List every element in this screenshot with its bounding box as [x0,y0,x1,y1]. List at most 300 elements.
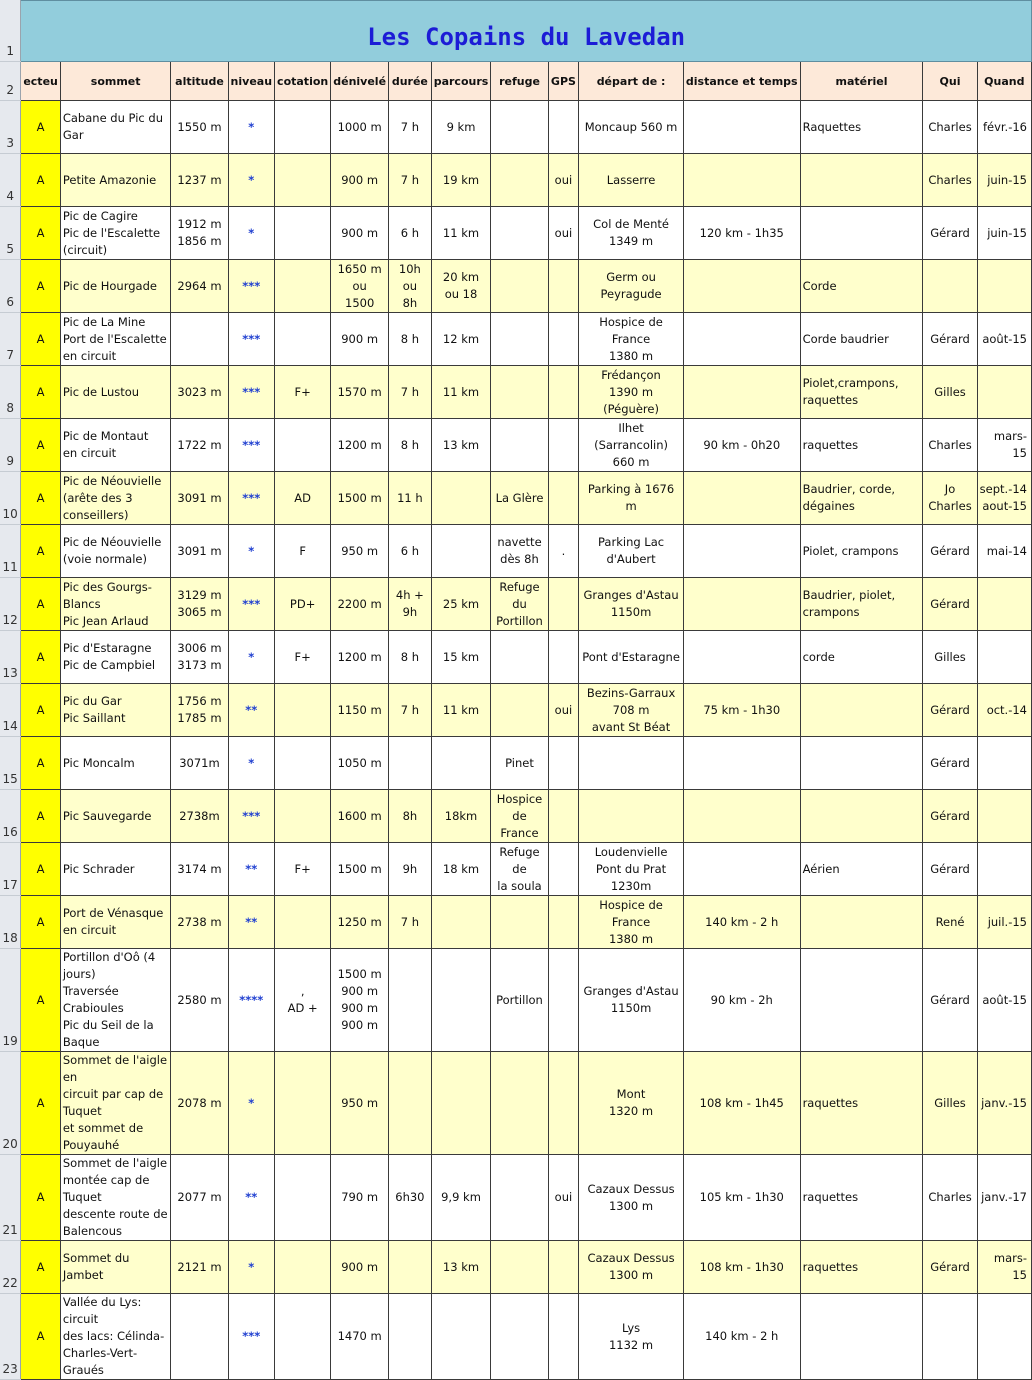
row-number[interactable]: 3 [0,101,21,154]
cell-depart[interactable]: Granges d'Astau 1150m [579,949,684,1052]
row-number[interactable]: 16 [0,790,21,843]
cell-distance[interactable]: 108 km - 1h30 [683,1241,800,1294]
cell-duree[interactable]: 4h + 9h [389,578,432,631]
header-cotation[interactable]: cotation [275,62,331,101]
cell-niveau[interactable]: * [228,525,275,578]
cell-sommet[interactable]: Sommet de l'aigle en circuit par cap de Tuquet et sommet de Pouyauhé [60,1052,171,1155]
row-number[interactable]: 1 [0,1,21,62]
row-number[interactable]: 20 [0,1052,21,1155]
row-number[interactable]: 18 [0,896,21,949]
cell-quand[interactable] [977,790,1031,843]
cell-altitude[interactable]: 3091 m [171,472,228,525]
cell-parcours[interactable] [431,1052,491,1155]
cell-secteur[interactable]: A [21,1052,61,1155]
cell-depart[interactable]: Hospice de France 1380 m [579,896,684,949]
cell-altitude[interactable]: 2964 m [171,260,228,313]
cell-denivele[interactable]: 1470 m [331,1294,389,1380]
cell-refuge[interactable] [491,1241,548,1294]
cell-materiel[interactable] [800,896,923,949]
cell-gps[interactable]: oui [548,684,579,737]
cell-gps[interactable] [548,949,579,1052]
cell-depart[interactable]: Frédançon 1390 m (Péguère) [579,366,684,419]
cell-niveau[interactable]: *** [228,260,275,313]
cell-cotation[interactable] [275,154,331,207]
cell-sommet[interactable]: Pic de Cagire Pic de l'Escalette (circuit) [60,207,171,260]
cell-duree[interactable]: 7 h [389,154,432,207]
cell-quand[interactable]: mai-14 [977,525,1031,578]
cell-altitude[interactable]: 2121 m [171,1241,228,1294]
cell-distance[interactable]: 90 km - 0h20 [683,419,800,472]
cell-gps[interactable] [548,366,579,419]
cell-quand[interactable]: oct.-14 [977,684,1031,737]
cell-depart[interactable]: Loudenvielle Pont du Prat 1230m [579,843,684,896]
cell-distance[interactable]: 75 km - 1h30 [683,684,800,737]
cell-materiel[interactable]: raquettes [800,419,923,472]
cell-parcours[interactable]: 18km [431,790,491,843]
header-refuge[interactable]: refuge [491,62,548,101]
cell-niveau[interactable]: ** [228,684,275,737]
cell-materiel[interactable]: raquettes [800,1052,923,1155]
cell-altitude[interactable]: 1912 m 1856 m [171,207,228,260]
cell-gps[interactable]: oui [548,1155,579,1241]
cell-qui[interactable]: Gérard [923,1241,977,1294]
cell-materiel[interactable] [800,207,923,260]
cell-quand[interactable]: août-15 [977,313,1031,366]
row-number[interactable]: 19 [0,949,21,1052]
cell-distance[interactable] [683,313,800,366]
cell-cotation[interactable]: AD [275,472,331,525]
cell-quand[interactable]: févr.-16 [977,101,1031,154]
cell-duree[interactable]: 8h [389,790,432,843]
cell-secteur[interactable]: A [21,207,61,260]
cell-sommet[interactable]: Pic Moncalm [60,737,171,790]
cell-parcours[interactable]: 13 km [431,1241,491,1294]
row-number[interactable]: 13 [0,631,21,684]
cell-materiel[interactable]: Corde baudrier [800,313,923,366]
cell-qui[interactable]: Charles [923,101,977,154]
cell-gps[interactable] [548,896,579,949]
cell-denivele[interactable]: 900 m [331,1241,389,1294]
row-number[interactable]: 7 [0,313,21,366]
cell-refuge[interactable] [491,684,548,737]
cell-cotation[interactable] [275,790,331,843]
cell-distance[interactable] [683,737,800,790]
cell-cotation[interactable] [275,313,331,366]
cell-refuge[interactable] [491,154,548,207]
cell-secteur[interactable]: A [21,472,61,525]
cell-quand[interactable]: juin-15 [977,154,1031,207]
cell-quand[interactable]: août-15 [977,949,1031,1052]
cell-sommet[interactable]: Pic de Néouvielle (voie normale) [60,525,171,578]
cell-depart[interactable]: Ilhet (Sarrancolin) 660 m [579,419,684,472]
cell-quand[interactable] [977,737,1031,790]
cell-duree[interactable]: 7 h [389,366,432,419]
cell-depart[interactable]: Mont 1320 m [579,1052,684,1155]
cell-refuge[interactable]: La Glère [491,472,548,525]
cell-parcours[interactable]: 20 km ou 18 [431,260,491,313]
cell-gps[interactable] [548,843,579,896]
header-duree[interactable]: durée [389,62,432,101]
cell-parcours[interactable]: 12 km [431,313,491,366]
cell-duree[interactable]: 6h30 [389,1155,432,1241]
cell-parcours[interactable]: 11 km [431,366,491,419]
header-niveau[interactable]: niveau [228,62,275,101]
cell-duree[interactable]: 8 h [389,631,432,684]
cell-qui[interactable]: Gilles [923,1052,977,1155]
cell-refuge[interactable]: Pinet [491,737,548,790]
cell-distance[interactable]: 105 km - 1h30 [683,1155,800,1241]
cell-depart[interactable]: Col de Menté 1349 m [579,207,684,260]
cell-distance[interactable]: 108 km - 1h45 [683,1052,800,1155]
cell-quand[interactable] [977,366,1031,419]
cell-duree[interactable] [389,1294,432,1380]
cell-parcours[interactable] [431,1294,491,1380]
cell-depart[interactable]: Lys 1132 m [579,1294,684,1380]
cell-parcours[interactable]: 25 km [431,578,491,631]
cell-materiel[interactable] [800,1294,923,1380]
cell-secteur[interactable]: A [21,260,61,313]
cell-gps[interactable] [548,631,579,684]
cell-depart[interactable]: Parking Lac d'Aubert [579,525,684,578]
cell-qui[interactable]: Gilles [923,366,977,419]
cell-altitude[interactable] [171,1294,228,1380]
cell-parcours[interactable]: 11 km [431,207,491,260]
cell-quand[interactable] [977,578,1031,631]
row-number[interactable]: 23 [0,1294,21,1380]
cell-refuge[interactable] [491,1155,548,1241]
row-number[interactable]: 21 [0,1155,21,1241]
cell-quand[interactable]: janv.-17 [977,1155,1031,1241]
cell-distance[interactable]: 120 km - 1h35 [683,207,800,260]
cell-distance[interactable] [683,101,800,154]
cell-niveau[interactable]: * [228,1241,275,1294]
cell-refuge[interactable] [491,896,548,949]
cell-depart[interactable]: Moncaup 560 m [579,101,684,154]
cell-qui[interactable]: Gérard [923,949,977,1052]
cell-qui[interactable] [923,1294,977,1380]
cell-quand[interactable]: mars-15 [977,1241,1031,1294]
cell-refuge[interactable]: Portillon [491,949,548,1052]
header-sommet[interactable]: sommet [60,62,171,101]
cell-gps[interactable] [548,472,579,525]
cell-secteur[interactable]: A [21,366,61,419]
cell-denivele[interactable]: 1570 m [331,366,389,419]
cell-altitude[interactable]: 3091 m [171,525,228,578]
cell-cotation[interactable]: F+ [275,631,331,684]
cell-cotation[interactable]: F+ [275,843,331,896]
cell-qui[interactable]: Charles [923,419,977,472]
cell-materiel[interactable]: Baudrier, corde, dégaines [800,472,923,525]
cell-denivele[interactable]: 1150 m [331,684,389,737]
cell-denivele[interactable]: 2200 m [331,578,389,631]
cell-cotation[interactable] [275,1294,331,1380]
cell-depart[interactable]: Cazaux Dessus 1300 m [579,1241,684,1294]
cell-denivele[interactable]: 1500 m [331,472,389,525]
cell-distance[interactable] [683,154,800,207]
cell-refuge[interactable]: Refuge de la soula [491,843,548,896]
cell-niveau[interactable]: *** [228,1294,275,1380]
cell-duree[interactable]: 9h [389,843,432,896]
cell-gps[interactable] [548,578,579,631]
cell-secteur[interactable]: A [21,578,61,631]
cell-parcours[interactable]: 15 km [431,631,491,684]
header-quand[interactable]: Quand [977,62,1031,101]
cell-secteur[interactable]: A [21,790,61,843]
cell-parcours[interactable] [431,949,491,1052]
cell-sommet[interactable]: Pic de La Mine Port de l'Escalette en circuit [60,313,171,366]
cell-sommet[interactable]: Port de Vénasque en circuit [60,896,171,949]
cell-duree[interactable]: 8 h [389,313,432,366]
cell-secteur[interactable]: A [21,525,61,578]
cell-refuge[interactable] [491,313,548,366]
cell-materiel[interactable] [800,790,923,843]
cell-sommet[interactable]: Pic du Gar Pic Saillant [60,684,171,737]
cell-materiel[interactable]: Corde [800,260,923,313]
cell-altitude[interactable]: 1237 m [171,154,228,207]
cell-cotation[interactable]: F+ [275,366,331,419]
cell-refuge[interactable] [491,260,548,313]
cell-secteur[interactable]: A [21,154,61,207]
cell-gps[interactable] [548,101,579,154]
cell-qui[interactable]: Jo Charles [923,472,977,525]
cell-altitude[interactable]: 3006 m 3173 m [171,631,228,684]
cell-duree[interactable]: 8 h [389,419,432,472]
cell-refuge[interactable] [491,1294,548,1380]
cell-denivele[interactable]: 900 m [331,313,389,366]
cell-sommet[interactable]: Pic des Gourgs-Blancs Pic Jean Arlaud [60,578,171,631]
cell-niveau[interactable]: *** [228,313,275,366]
cell-distance[interactable]: 140 km - 2 h [683,896,800,949]
cell-secteur[interactable]: A [21,419,61,472]
header-altitude[interactable]: altitude [171,62,228,101]
row-number[interactable]: 5 [0,207,21,260]
cell-secteur[interactable]: A [21,631,61,684]
cell-depart[interactable]: Cazaux Dessus 1300 m [579,1155,684,1241]
cell-depart[interactable]: Granges d'Astau 1150m [579,578,684,631]
cell-depart[interactable]: Pont d'Estaragne [579,631,684,684]
cell-altitude[interactable]: 2078 m [171,1052,228,1155]
cell-materiel[interactable] [800,154,923,207]
cell-gps[interactable] [548,313,579,366]
cell-depart[interactable]: Parking à 1676 m [579,472,684,525]
cell-depart[interactable]: Hospice de France 1380 m [579,313,684,366]
cell-niveau[interactable]: *** [228,419,275,472]
cell-altitude[interactable]: 2738m [171,790,228,843]
row-number[interactable]: 14 [0,684,21,737]
cell-niveau[interactable]: *** [228,578,275,631]
row-number[interactable]: 6 [0,260,21,313]
cell-distance[interactable] [683,631,800,684]
cell-parcours[interactable] [431,896,491,949]
cell-secteur[interactable]: A [21,684,61,737]
cell-cotation[interactable]: PD+ [275,578,331,631]
cell-denivele[interactable]: 1200 m [331,631,389,684]
cell-cotation[interactable] [275,260,331,313]
cell-denivele[interactable]: 950 m [331,1052,389,1155]
cell-cotation[interactable] [275,896,331,949]
cell-distance[interactable] [683,843,800,896]
cell-secteur[interactable]: A [21,101,61,154]
cell-cotation[interactable] [275,1241,331,1294]
cell-niveau[interactable]: **** [228,949,275,1052]
cell-depart[interactable] [579,790,684,843]
cell-cotation[interactable] [275,207,331,260]
header-materiel[interactable]: matériel [800,62,923,101]
cell-niveau[interactable]: ** [228,1155,275,1241]
row-number[interactable]: 10 [0,472,21,525]
cell-denivele[interactable]: 1500 m 900 m 900 m 900 m [331,949,389,1052]
cell-quand[interactable]: sept.-14 aout-15 [977,472,1031,525]
cell-gps[interactable] [548,1294,579,1380]
cell-denivele[interactable]: 900 m [331,154,389,207]
cell-refuge[interactable] [491,207,548,260]
cell-quand[interactable] [977,260,1031,313]
cell-duree[interactable] [389,737,432,790]
cell-duree[interactable]: 10h ou 8h [389,260,432,313]
cell-refuge[interactable] [491,419,548,472]
cell-niveau[interactable]: * [228,631,275,684]
cell-sommet[interactable]: Pic de Montaut en circuit [60,419,171,472]
cell-altitude[interactable]: 2077 m [171,1155,228,1241]
cell-distance[interactable] [683,790,800,843]
cell-refuge[interactable]: navette dès 8h [491,525,548,578]
cell-quand[interactable] [977,1294,1031,1380]
cell-sommet[interactable]: Pic Sauvegarde [60,790,171,843]
cell-altitude[interactable]: 3023 m [171,366,228,419]
cell-materiel[interactable] [800,737,923,790]
cell-secteur[interactable]: A [21,1155,61,1241]
cell-distance[interactable]: 140 km - 2 h [683,1294,800,1380]
row-number[interactable]: 15 [0,737,21,790]
sheet-title-cell[interactable] [21,1,1032,62]
cell-depart[interactable] [579,737,684,790]
cell-niveau[interactable]: * [228,737,275,790]
cell-parcours[interactable] [431,525,491,578]
cell-materiel[interactable]: Piolet, crampons [800,525,923,578]
cell-denivele[interactable]: 1600 m [331,790,389,843]
cell-qui[interactable]: Gérard [923,578,977,631]
cell-qui[interactable]: Gérard [923,313,977,366]
cell-materiel[interactable]: Raquettes [800,101,923,154]
cell-gps[interactable]: oui [548,154,579,207]
cell-distance[interactable] [683,578,800,631]
cell-sommet[interactable]: Pic de Lustou [60,366,171,419]
cell-denivele[interactable]: 1250 m [331,896,389,949]
cell-distance[interactable] [683,472,800,525]
cell-altitude[interactable]: 3071m [171,737,228,790]
row-number[interactable]: 4 [0,154,21,207]
cell-materiel[interactable]: raquettes [800,1241,923,1294]
cell-refuge[interactable] [491,1052,548,1155]
cell-distance[interactable] [683,525,800,578]
cell-quand[interactable]: juin-15 [977,207,1031,260]
cell-altitude[interactable]: 2580 m [171,949,228,1052]
cell-qui[interactable]: Charles [923,154,977,207]
cell-qui[interactable]: Gérard [923,843,977,896]
cell-niveau[interactable]: *** [228,790,275,843]
cell-sommet[interactable]: Sommet du Jambet [60,1241,171,1294]
cell-quand[interactable] [977,843,1031,896]
cell-duree[interactable]: 7 h [389,101,432,154]
cell-refuge[interactable]: Hospice de France [491,790,548,843]
cell-sommet[interactable]: Cabane du Pic du Gar [60,101,171,154]
cell-gps[interactable]: oui [548,207,579,260]
cell-secteur[interactable]: A [21,1241,61,1294]
cell-qui[interactable]: René [923,896,977,949]
cell-denivele[interactable]: 1050 m [331,737,389,790]
cell-duree[interactable]: 7 h [389,684,432,737]
cell-materiel[interactable]: raquettes [800,1155,923,1241]
cell-cotation[interactable] [275,101,331,154]
cell-cotation[interactable] [275,1155,331,1241]
cell-denivele[interactable]: 1200 m [331,419,389,472]
cell-altitude[interactable]: 1550 m [171,101,228,154]
cell-denivele[interactable]: 1000 m [331,101,389,154]
cell-sommet[interactable]: Portillon d'Oô (4 jours) Traversée Crabioules Pic du Seil de la Baque [60,949,171,1052]
cell-distance[interactable] [683,260,800,313]
cell-qui[interactable]: Gérard [923,684,977,737]
cell-parcours[interactable] [431,472,491,525]
header-gps[interactable]: GPS [548,62,579,101]
cell-cotation[interactable] [275,1052,331,1155]
header-parcours[interactable]: parcours [431,62,491,101]
cell-quand[interactable]: janv.-15 [977,1052,1031,1155]
cell-distance[interactable] [683,366,800,419]
cell-sommet[interactable]: Petite Amazonie [60,154,171,207]
cell-duree[interactable]: 11 h [389,472,432,525]
cell-denivele[interactable]: 790 m [331,1155,389,1241]
header-qui[interactable]: Qui [923,62,977,101]
cell-parcours[interactable]: 13 km [431,419,491,472]
cell-qui[interactable]: Gérard [923,525,977,578]
row-number[interactable]: 11 [0,525,21,578]
cell-sommet[interactable]: Vallée du Lys: circuit des lacs: Célinda- Charles-Vert-Graués [60,1294,171,1380]
cell-altitude[interactable]: 2738 m [171,896,228,949]
cell-quand[interactable] [977,631,1031,684]
cell-depart[interactable]: Germ ou Peyragude [579,260,684,313]
cell-duree[interactable]: 6 h [389,207,432,260]
cell-cotation[interactable]: , AD + [275,949,331,1052]
cell-sommet[interactable]: Pic de Néouvielle (arête des 3 conseillers) [60,472,171,525]
cell-niveau[interactable]: ** [228,843,275,896]
cell-materiel[interactable] [800,949,923,1052]
header-denivele[interactable]: dénivelé [331,62,389,101]
cell-gps[interactable] [548,1052,579,1155]
cell-denivele[interactable]: 1650 m ou 1500 [331,260,389,313]
cell-depart[interactable]: Bezins-Garraux 708 m avant St Béat [579,684,684,737]
cell-cotation[interactable] [275,684,331,737]
cell-parcours[interactable]: 9 km [431,101,491,154]
cell-quand[interactable]: juil.-15 [977,896,1031,949]
row-number[interactable]: 8 [0,366,21,419]
cell-gps[interactable] [548,737,579,790]
cell-gps[interactable]: . [548,525,579,578]
cell-duree[interactable]: 6 h [389,525,432,578]
cell-altitude[interactable]: 1756 m 1785 m [171,684,228,737]
cell-niveau[interactable]: *** [228,472,275,525]
cell-gps[interactable] [548,1241,579,1294]
cell-qui[interactable] [923,260,977,313]
cell-niveau[interactable]: * [228,154,275,207]
cell-materiel[interactable]: corde [800,631,923,684]
cell-secteur[interactable]: A [21,737,61,790]
cell-depart[interactable]: Lasserre [579,154,684,207]
cell-duree[interactable] [389,949,432,1052]
cell-duree[interactable] [389,1052,432,1155]
cell-qui[interactable]: Charles [923,1155,977,1241]
cell-quand[interactable]: mars-15 [977,419,1031,472]
header-secteur[interactable]: ecteu [21,62,61,101]
